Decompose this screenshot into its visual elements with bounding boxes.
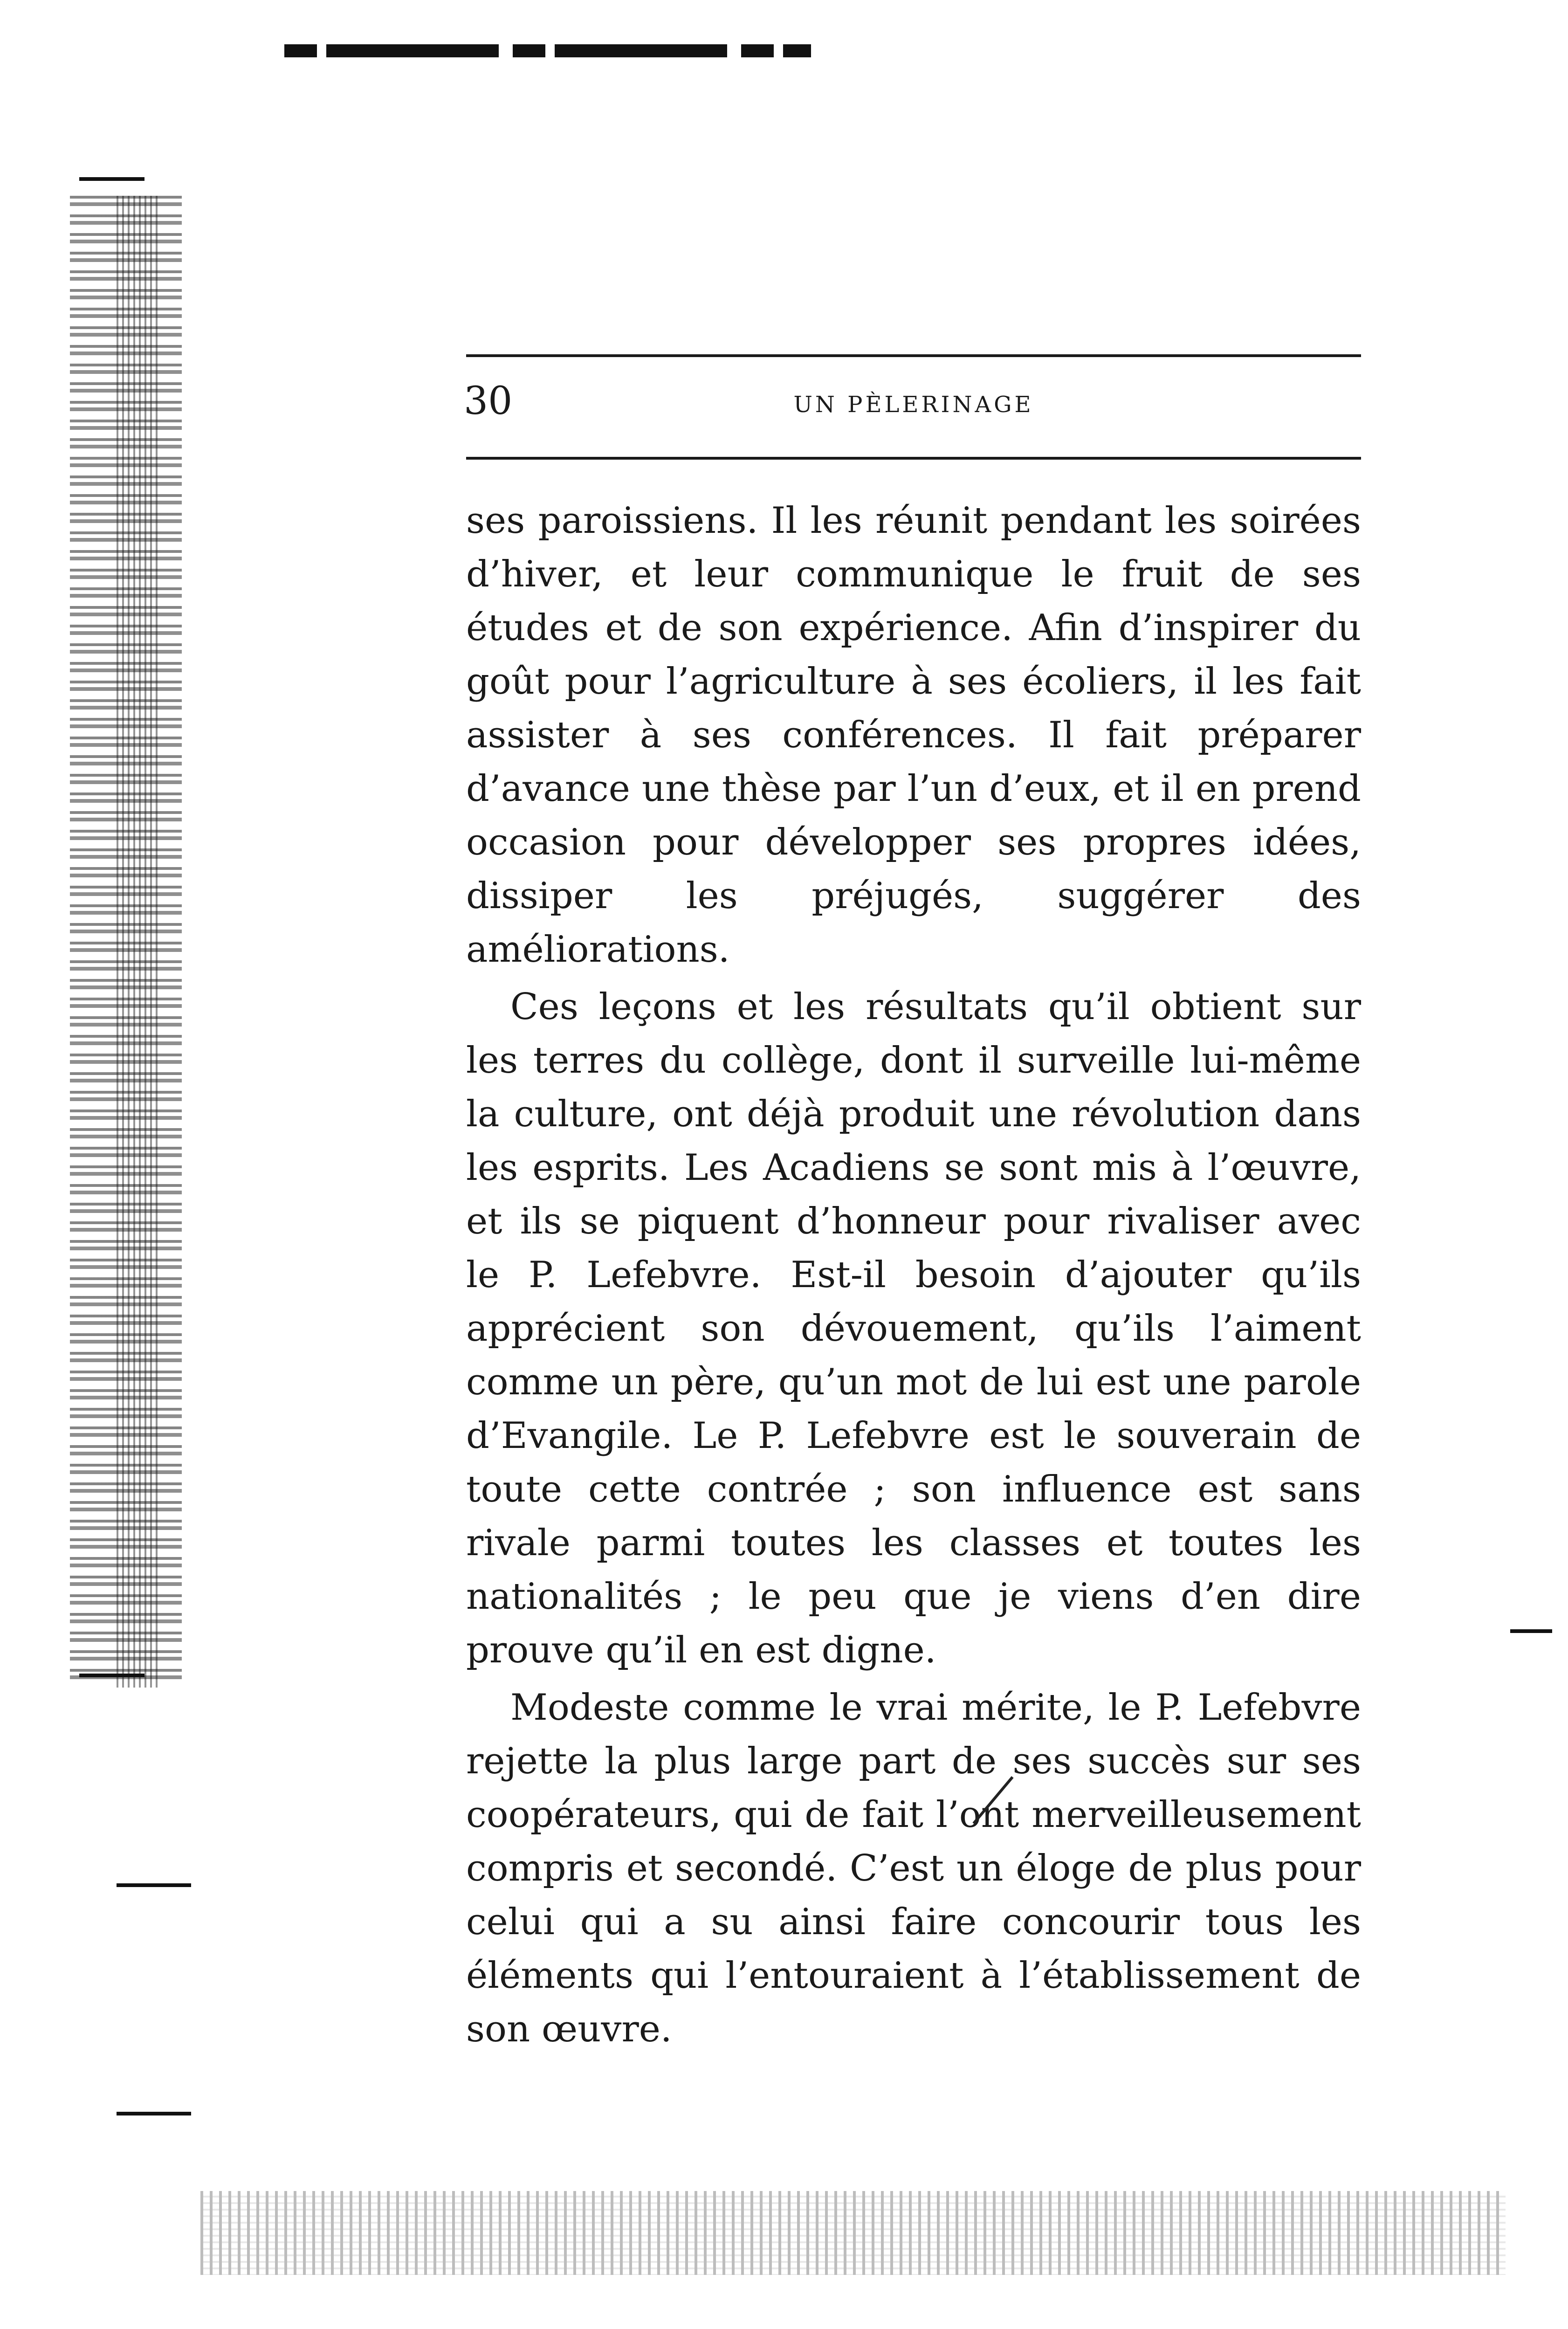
running-title: UN PÈLERINAGE xyxy=(793,392,1034,418)
scan-artifact-dash xyxy=(79,1674,144,1677)
paragraph: Ces leçons et les résultats qu’il obtient sur les terres du collège, dont il surveille lui-même la culture, ont déjà produit une révolution dans les esprits. Les Acadiens se sont mis à l’œuvre, et ils se piquent d’honneur pour rivaliser avec le P. Lefebvre. Est-il besoin d’ajouter qu’ils apprécient son dévouement, qu’ils l’aiment comme un père, qu’un mot de lui est une parole d’Evangile. Le P. Lefebvre est le souverain de toute cette contrée ; son influence est sans rivale parmi toutes les classes et toutes les nationalités ; le peu que je viens d’en dire prouve qu’il en est digne. xyxy=(466,986,1361,1671)
scan-artifact-left-edge-lines xyxy=(117,196,158,1688)
page-number: 30 xyxy=(464,379,513,423)
scan-artifact-dash xyxy=(1510,1629,1552,1633)
scan-artifact-dash xyxy=(117,1883,191,1887)
page-body xyxy=(466,494,1361,2056)
header-rule-top xyxy=(466,354,1361,357)
paragraph: Modeste comme le vrai mérite, le P. Lefebvre rejette la plus large part de ses succès sur ses coopérateurs, qui de fait l’ont merveilleusement compris et secondé. C’est un éloge de plus pour celui qui a su ainsi faire concourir tous les éléments qui l’entouraient à l’établissement de son œuvre. xyxy=(466,1687,1361,2050)
scan-artifact-dash xyxy=(79,177,144,181)
scan-artifact-bottom xyxy=(200,2191,1506,2275)
scan-artifact-top xyxy=(284,44,811,57)
paragraph: ses paroissiens. Il les réunit pendant les soirées d’hiver, et leur communique le fruit de ses études et de son expérience. Afin d’inspirer du goût pour l’agriculture à ses écoliers, il les fait assister à ses conférences. Il fait préparer d’avance une thèse par l’un d’eux, et il en prend occasion pour développer ses propres idées, dissiper les préjugés, suggérer des améliorations. xyxy=(466,500,1361,971)
header-rule-bottom xyxy=(466,457,1361,460)
scan-artifact-dash xyxy=(117,2112,191,2115)
